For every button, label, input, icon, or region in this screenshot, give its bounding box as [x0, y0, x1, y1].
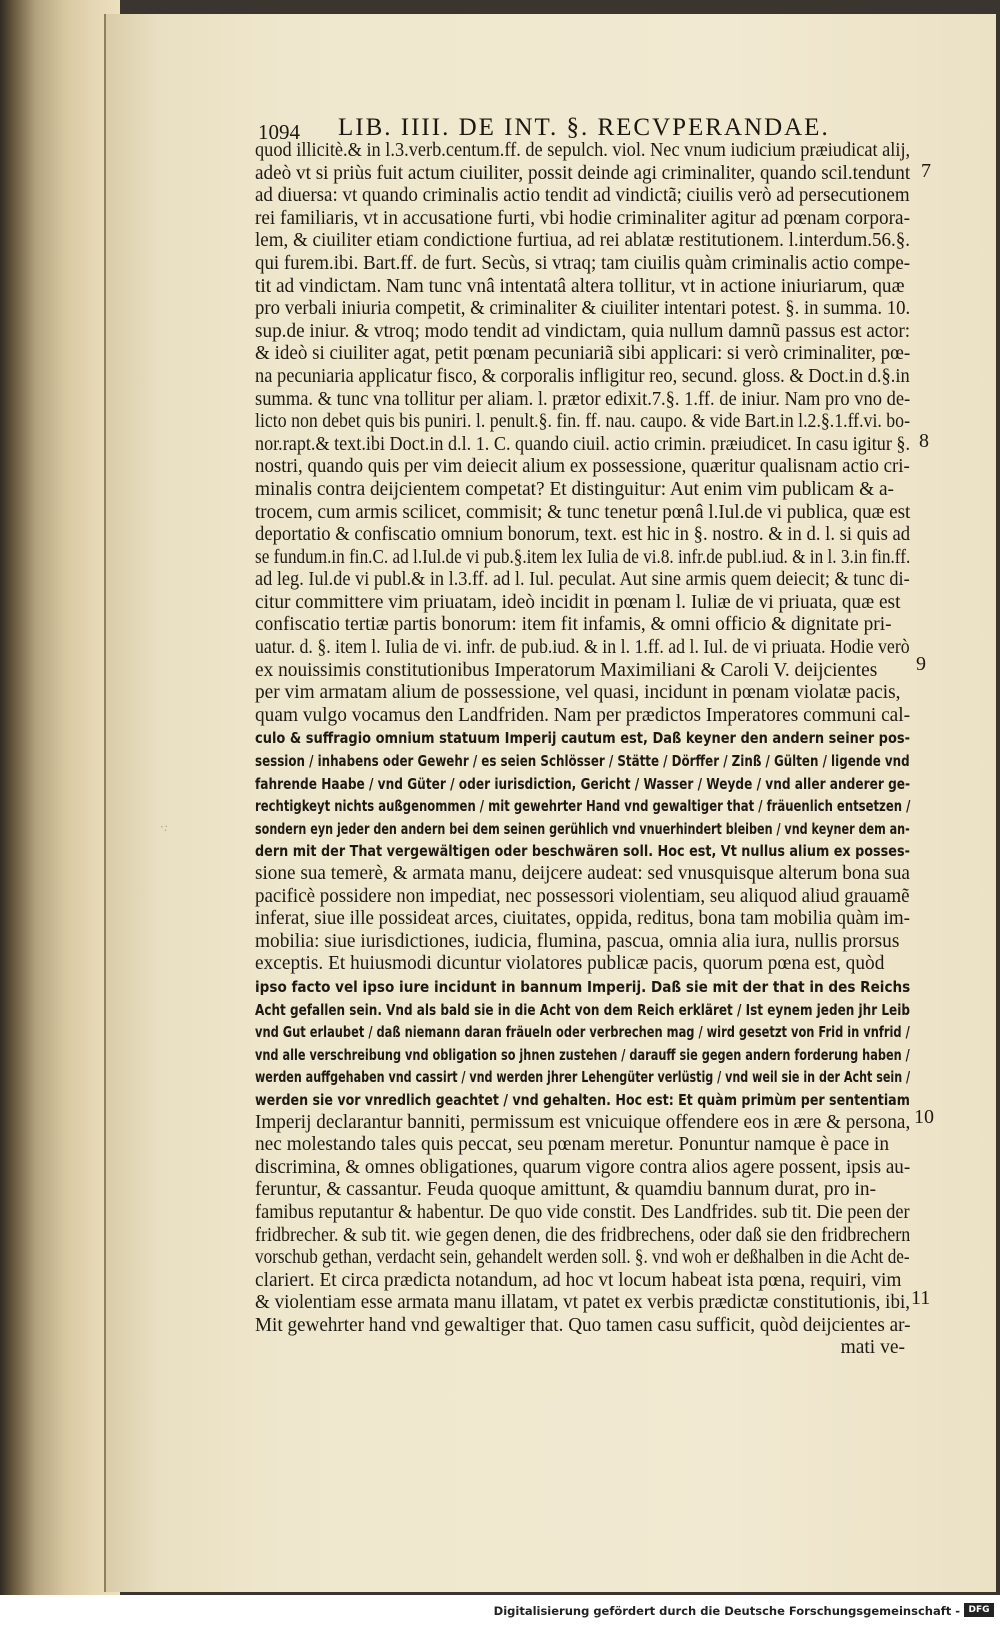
text-line: session / inhabens oder Gewehr / es seien Schlösser / Stätte / Dörffer / Zinß / Gülten / ligende vnd: [255, 752, 910, 771]
text-line: Imperij declarantur banniti, permissum est vnicuique offendere eos in ære & persona,: [255, 1111, 911, 1133]
text-line: licto non debet quis bis puniri. l. penult.§. fin. ff. nau. caupo. & vide Bart.in l.2.§.1.ff.vi. bo-: [255, 411, 911, 433]
text-line: citur committere vim priuatam, ideò incidit in pœnam l. Iuliæ de vi priuata, quæ est: [255, 591, 901, 613]
text-line: fridbrecher. & sub tit. wie gegen denen, die des fridbrechens, oder daß sie den fridbrechern: [255, 1224, 911, 1246]
margin-number: 10: [914, 1106, 934, 1128]
text-line: sup.de iniur. & vtroq; modo tendit ad vindictam, quia nullum damnũ passus est actor:: [255, 320, 911, 342]
footer-bar: [0, 1595, 1000, 1627]
text-line: ad leg. Iul.de vi publ.& in l.3.ff. ad l. Iul. peculat. Aut sine armis quem deiecit; & tunc di-: [255, 569, 910, 591]
text-line: ipso facto vel ipso iure incidunt in bannum Imperij. Daß sie mit der that in des Reichs: [255, 977, 911, 996]
text-line: clariert. Et circa prædicta notandum, ad hoc vt locum habeat ista pœna, requiri, vim: [255, 1269, 902, 1291]
margin-number: 7: [921, 160, 931, 182]
margin-number: 11: [911, 1287, 931, 1309]
text-line: feruntur, & cassantur. Feuda quoque amittunt, & quamdiu bannum durat, pro in-: [255, 1179, 877, 1201]
dfg-logo: DFG: [964, 1603, 994, 1617]
text-line: na pecuniaria applicatur fisco, & corporalis infligitur reo, secund. gloss. & Doct.in d.§.in: [255, 365, 910, 387]
text-line: quod illicitè.& in l.3.verb.centum.ff. de sepulch. viol. Nec vnum iudicium præiudicat alij,: [255, 140, 911, 161]
running-title: LIB. IIII. DE INT. §. RECVPERANDAE.: [338, 114, 830, 141]
text-line: sione sua temerè, & armata manu, deijcere audeat: sed vnusquisque alterum bona sua: [255, 863, 910, 884]
text-line: pro verbali iniuria competit, & criminaliter & ciuiliter intentari potest. §. in summa. 10.: [255, 298, 911, 320]
funding-credit: Digitalisierung gefördert durch die Deutsche Forschungsgemeinschaft -: [493, 1604, 960, 1618]
text-line: Acht gefallen sein. Vnd als bald sie in die Acht von dem Reich erkläret / Ist eynem jeden jhr Leib: [255, 1000, 910, 1019]
text-line: dern mit der That vergewältigen oder beschwären soll. Hoc est, Vt nullus alium ex posses-: [255, 842, 910, 861]
margin-number: 9: [916, 653, 926, 675]
text-line: vnd Gut erlaubet / daß niemann daran fräueln oder verbrechen mag / wird gesetzt von Frid in vnfrid /: [255, 1023, 910, 1042]
text-line: werden auffgehaben vnd cassirt / vnd werden jhrer Lehengüter verlüstig / vnd weil sie in der Acht sein /: [255, 1068, 911, 1087]
text-line: per vim armatam alium de possessione, vel quasi, incidunt in pœnam violatæ pacis,: [255, 682, 901, 704]
text-line: & violentiam esse armata manu illatam, vt patet ex verbis prædictæ constitutionis, ibi,: [255, 1292, 911, 1314]
text-line: ad diuersa: vt quando criminalis actio tendit ad vindictã; ciuilis verò ad persecutionem: [255, 185, 910, 207]
text-line: nor.rapt.& text.ibi Doct.in d.l. 1. C. quando ciuil. actio crimin. præiudicet. In casu igitur §.: [255, 433, 911, 455]
text-line: discrimina, & omnes obligationes, quarum vigore contra alios agere possent, ipsis au-: [255, 1156, 911, 1178]
text-line: ex nouissimis constitutionibus Imperatorum Maximiliani & Caroli V. deijcientes: [255, 659, 878, 681]
text-line: deportatio & confiscatio omnium bonorum, text. est hic in §. nostro. & in d. l. si quis ad: [255, 524, 911, 546]
text-line: exceptis. Et huiusmodi dicuntur violatores publicæ pacis, quorum pœna est, quòd: [255, 953, 885, 975]
text-line: nec molestando tales quis peccat, seu pœnam meretur. Ponuntur namque è pace in: [255, 1134, 890, 1156]
text-line: pacificè possidere non impediat, nec possessori violentiam, seu aliquod aliud grauamẽ: [255, 885, 910, 907]
text-line: minalis contra deijcientem competat? Et distinguitur: Aut enim vim publicam & a-: [255, 478, 894, 500]
body-text: [255, 140, 915, 1360]
text-line: rechtigkeyt nichts außgenommen / mit gewehrter Hand vnd gewaltiger that / fräuenlich entsetzen /: [255, 797, 911, 816]
text-line: adeò vt si priùs fuit actum ciuiliter, possit deinde agi criminaliter, quando scil.tendunt: [255, 162, 911, 184]
book-spine: [0, 0, 120, 1595]
text-line: tit ad vindictam. Nam tunc vnâ intentatâ altera tollitur, vt in actione iniuriarum, quæ: [255, 275, 905, 297]
text-line: vorschub gethan, verdacht sein, gehandelt werden soll. §. vnd woh er deßhalben in die Acht de-: [255, 1247, 910, 1269]
text-line: sondern eyn jeder den andern bei dem seinen gerühlich vnd vnuerhindert bleiben / vnd keyner dem an-: [255, 819, 910, 838]
text-line: inferat, siue ille possideat arces, ciuitates, oppida, reditus, bona tam mobilia quàm im-: [255, 908, 910, 930]
text-line: rei familiaris, vt in accusatione furti, vbi hodie criminaliter agitur ad pœnam corpora-: [255, 207, 910, 229]
text-line: werden sie vor vnredlich geachtet / vnd gehalten. Hoc est: Et quàm primùm per sententiam: [255, 1090, 910, 1109]
text-line: uatur. d. §. item l. Iulia de vi. infr. de pub.iud. & in l. 1.ff. ad l. Iul. de vi priuata. Hodie verò: [255, 637, 910, 659]
page-edge: [104, 14, 106, 1592]
text-line: fahrende Haabe / vnd Güter / oder iurisdiction, Gericht / Wasser / Weyde / vnd aller anderer ge-: [255, 774, 911, 793]
text-line: Mit gewehrter hand vnd gewaltiger that. Quo tamen casu sufficit, quòd deijcientes ar-: [255, 1314, 911, 1336]
text-line: culo & suffragio omnium statuum Imperij cautum est, Daß keyner den andern seiner pos-: [255, 729, 911, 748]
show-through-mark: ·:: [160, 820, 168, 834]
margin-number: 8: [919, 430, 929, 452]
page-number: 1094: [258, 120, 300, 144]
text-line: mati ve-: [840, 1337, 905, 1359]
text-line: confiscatio tertiæ partis bonorum: item fit infamis, & omni officio & dignitate pri-: [255, 614, 892, 636]
text-line: trocem, cum armis scilicet, commisit; & tunc tenetur pœnâ l.Iul.de vi publica, quæ est: [255, 501, 911, 523]
text-line: quam vulgo vocamus den Landfriden. Nam per prædictos Imperatores communi cal-: [255, 704, 911, 726]
text-line: summa. & tunc vna tollitur per aliam. l. prætor edixit.7.§. 1.ff. de iniur. Nam pro vno de-: [255, 388, 911, 410]
text-line: qui furem.ibi. Bart.ff. de furt. Secùs, si vtraq; tam ciuilis quàm criminalis actio compe-: [255, 252, 911, 274]
text-line: se fundum.in fin.C. ad l.Iul.de vi pub.§.item lex Iulia de vi.8. infr.de publ.iud. & in l. 3.in fin.ff.: [255, 546, 911, 568]
text-line: lem, & ciuiliter etiam condictione furtiua, ad rei ablatæ restitutionem. l.interdum.56.§.: [255, 230, 911, 252]
text-line: nostri, quando quis per vim deiecit alium ex possessione, quæritur qualisnam actio cri-: [255, 456, 910, 478]
text-line: mobilia: siue iurisdictiones, iudicia, flumina, pascua, omnia alia iura, nullis prorsus: [255, 930, 900, 952]
text-line: & ideò si ciuiliter agat, petit pœnam pecuniariã sibi applicari: si verò criminaliter, pœ-: [255, 343, 911, 365]
text-line: famibus reputantur & habentur. De quo vide constit. Des Landfrides. sub tit. Die peen der: [255, 1201, 910, 1223]
text-line: vnd alle verschreibung vnd obligation so jhnen zustehen / darauff sie gegen andern forderung haben /: [255, 1045, 910, 1064]
